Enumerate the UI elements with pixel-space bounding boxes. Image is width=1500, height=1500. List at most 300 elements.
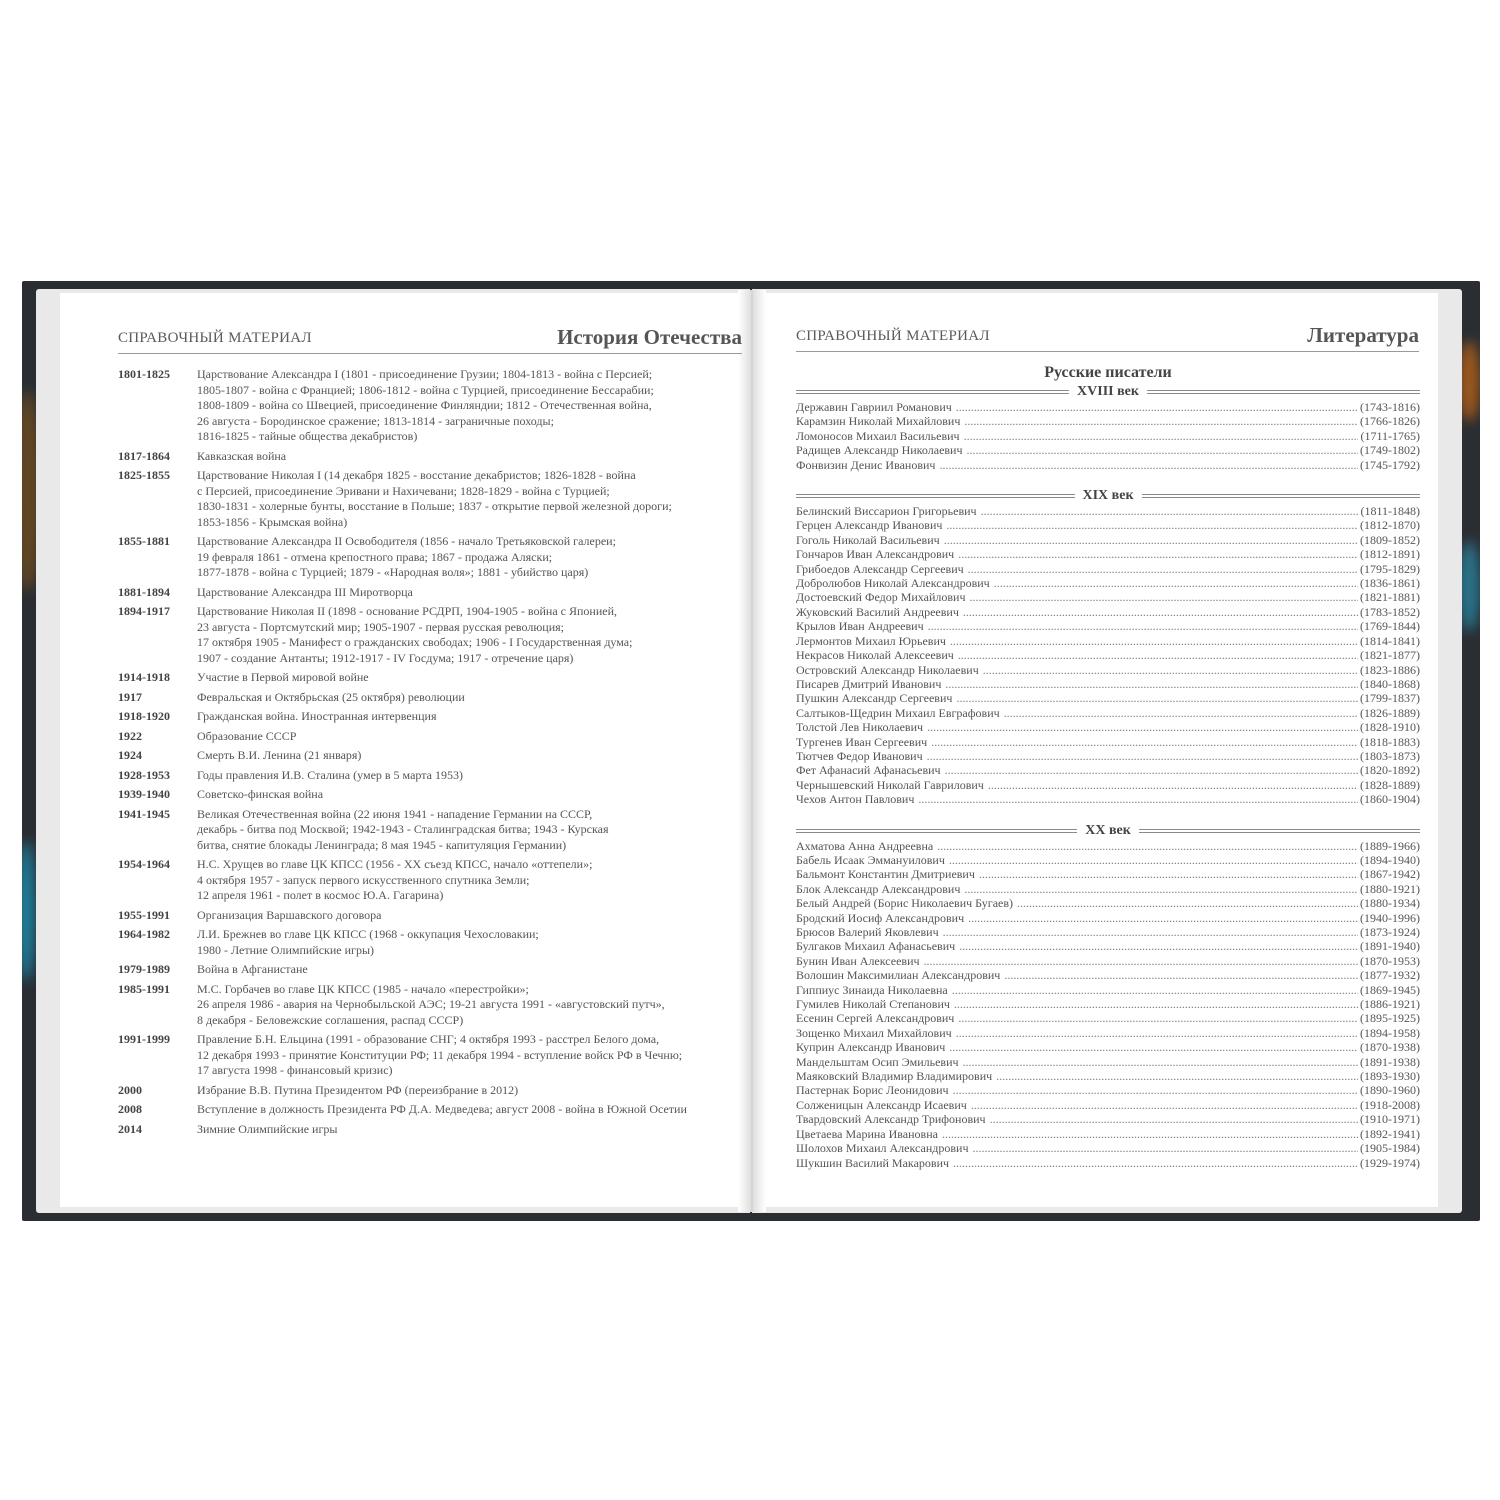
writer-list [796, 504, 1420, 807]
writer-entry [796, 839, 1420, 853]
writer-years: (1870-1953) [1360, 953, 1420, 968]
century-rule [796, 829, 1077, 833]
chronology-year: 1985-1991 [118, 981, 170, 996]
writer-entry [796, 939, 1420, 953]
writer-name: Маяковский Владимир Владимирович [796, 1069, 993, 1084]
chronology-event-line: Царствование Николая II (1898 - основание РСДРП, 1904-1905 - война с Японией, [197, 604, 618, 618]
chronology-event-line: 1907 - создание Антанты; 1912-1917 - IV Госдума; 1917 - отречение царя) [197, 650, 574, 665]
dot-leader [956, 400, 1358, 414]
chronology-row [118, 729, 742, 745]
writer-entry [796, 1112, 1420, 1126]
writer-years: (1836-1861) [1360, 576, 1420, 591]
cover-glow [22, 841, 35, 981]
writer-years: (1711-1765) [1360, 428, 1420, 443]
writer-name: Пастернак Борис Леонидович [796, 1083, 949, 1098]
century-rule [796, 390, 1069, 394]
writer-entry [796, 997, 1420, 1011]
section-title: Русские писатели [1044, 364, 1172, 381]
writer-entry [796, 720, 1420, 734]
chronology-event-line: битва, снятие блокады Ленинграда; 8 мая 1945 - капитуляция Германии) [197, 837, 567, 852]
writer-years: (1880-1921) [1360, 881, 1420, 896]
chronology-year: 1855-1881 [118, 534, 170, 548]
chronology-row [118, 962, 742, 978]
chronology-year: 1939-1940 [118, 787, 170, 801]
writer-name: Жуковский Василий Андреевич [796, 604, 959, 619]
writer-years: (1820-1892) [1360, 763, 1420, 778]
chronology-year: 1954-1964 [118, 857, 170, 871]
century-heading [796, 384, 1420, 400]
writer-years: (1890-1960) [1360, 1083, 1420, 1098]
writer-years: (1743-1816) [1360, 400, 1420, 414]
writer-entry [796, 691, 1420, 705]
writer-entry [796, 443, 1420, 457]
writer-entry [796, 983, 1420, 997]
chronology-row [118, 787, 742, 803]
writer-entry [796, 458, 1420, 472]
chronology-event [197, 709, 742, 725]
dot-leader [953, 1156, 1358, 1170]
writer-years: (1891-1938) [1360, 1054, 1420, 1069]
writer-years: (1745-1792) [1360, 457, 1420, 472]
chronology-event [197, 468, 742, 530]
chronology-year: 1825-1855 [118, 468, 170, 482]
chronology-row [118, 927, 742, 958]
chronology-event-line: Советско-финская война [197, 787, 324, 801]
writer-name: Островский Александр Николаевич [796, 662, 979, 677]
writer-years: (1877-1932) [1360, 968, 1420, 983]
writer-name: Цветаева Марина Ивановна [796, 1126, 938, 1141]
chronology-year: 1964-1982 [118, 927, 170, 941]
writer-entry [796, 925, 1420, 939]
writer-name: Белый Андрей (Борис Николаевич Бугаев) [796, 896, 1014, 911]
writer-name: Блок Александр Александрович [796, 881, 961, 896]
writer-entry [796, 954, 1420, 968]
writer-name: Белинский Виссарион Григорьевич [796, 504, 977, 519]
writer-years: (1894-1958) [1360, 1025, 1420, 1040]
left-header-label: СПРАВОЧНЫЙ МАТЕРИАЛ [118, 330, 312, 346]
writer-years: (1812-1870) [1360, 518, 1420, 533]
writer-entry [796, 882, 1420, 896]
writer-entry [796, 1141, 1420, 1155]
century-rule [1147, 390, 1420, 394]
chronology-event-line: Кавказская война [197, 448, 287, 463]
writer-entry [796, 1069, 1420, 1083]
chronology-year: 1924 [118, 748, 142, 762]
writer-entry [796, 763, 1420, 777]
writer-entry [796, 663, 1420, 677]
writer-years: (1823-1886) [1360, 662, 1420, 677]
writer-entry [796, 778, 1420, 792]
chronology-row [118, 690, 742, 706]
writer-years: (1766-1826) [1360, 414, 1420, 429]
dot-leader [945, 677, 1358, 691]
dot-leader [946, 518, 1358, 532]
chronology-event [197, 729, 742, 745]
chronology-event-line: Царствование Александра I (1801 - присоединение Грузии; 1804-1813 - война с Персией; [197, 367, 653, 381]
writer-name: Гончаров Иван Александрович [796, 547, 955, 562]
chronology-event-line: Великая Отечественная война (22 июня 1941 - нападение Германии на СССР, [197, 806, 593, 821]
writer-entry [796, 576, 1420, 590]
chronology-event-line: 19 февраля 1861 - отмена крепостного права; 1867 - продажа Аляски; [197, 549, 553, 564]
writer-years: (1803-1873) [1360, 748, 1420, 763]
dot-leader [972, 1141, 1358, 1155]
chronology-event-line: 23 августа - Портсмутский мир; 1905-1907 - первая русская революция; [197, 619, 564, 634]
chronology-event-line: Образование СССР [197, 728, 297, 743]
chronology-row [118, 604, 742, 666]
writer-entry [796, 590, 1420, 604]
writer-years: (1893-1930) [1360, 1069, 1420, 1084]
chronology-year: 1801-1825 [118, 367, 170, 381]
writer-name: Булгаков Михаил Афанасьевич [796, 939, 956, 954]
chronology-event-line: Смерть В.И. Ленина (21 января) [197, 748, 362, 762]
chronology-year: 2008 [118, 1102, 142, 1116]
chronology-row [118, 982, 742, 1029]
dot-leader [968, 562, 1358, 576]
century-name: XVIII век [1077, 384, 1139, 399]
writer-entry [796, 400, 1420, 414]
chronology-row [118, 585, 742, 601]
writer-name: Лермонтов Михаил Юрьевич [796, 633, 946, 648]
writers-list [796, 364, 1420, 1170]
writer-years: (1867-1942) [1360, 867, 1420, 882]
chronology-row [118, 534, 742, 581]
chronology-row [118, 768, 742, 784]
dot-leader [924, 954, 1358, 968]
century-gap [796, 807, 1420, 821]
chronology-row [118, 670, 742, 686]
dot-leader [958, 1011, 1358, 1025]
writer-years: (1812-1891) [1360, 547, 1420, 562]
writer-name: Ломоносов Михаил Васильевич [796, 428, 960, 443]
writer-years: (1889-1966) [1360, 838, 1420, 853]
writer-years: (1811-1848) [1360, 504, 1420, 519]
century-heading [796, 488, 1420, 504]
writer-name: Герцен Александр Иванович [796, 518, 943, 533]
chronology-event [197, 534, 742, 581]
chronology-event [197, 367, 742, 445]
chronology-event-line: Царствование Александра III Миротворца [197, 584, 413, 599]
century-rule [1142, 494, 1421, 498]
century-name: XX век [1085, 822, 1131, 838]
chronology-row [118, 709, 742, 725]
writer-years: (1873-1924) [1360, 925, 1420, 939]
chronology-event [197, 604, 742, 666]
chronology-event-line: Годы правления И.В. Сталина (умер в 5 марта 1953) [197, 767, 463, 782]
writer-years: (1826-1889) [1360, 705, 1420, 720]
writer-entry [796, 562, 1420, 576]
dot-leader [964, 429, 1359, 443]
century-rule [796, 494, 1075, 498]
chronology-event-line: Правление Б.Н. Ельцина (1991 - образование СНГ; 4 октября 1993 - расстрел Белого дома, [197, 1032, 660, 1046]
dot-leader [931, 735, 1358, 749]
writer-years: (1910-1971) [1360, 1112, 1420, 1127]
dot-leader [954, 997, 1358, 1011]
chronology-event [197, 1083, 742, 1099]
dot-leader [981, 504, 1359, 518]
chronology-event-line: 1877-1878 - война с Турцией; 1879 - «Народная воля»; 1881 - убийство царя) [197, 565, 589, 579]
writer-entry [796, 1055, 1420, 1069]
dot-leader [945, 763, 1358, 777]
writer-years: (1818-1883) [1360, 734, 1420, 749]
book-gutter [738, 290, 766, 1212]
chronology-year: 1914-1918 [118, 670, 170, 684]
chronology-year: 1928-1953 [118, 767, 170, 782]
writer-years: (1795-1829) [1360, 561, 1420, 576]
chronology-row [118, 1083, 742, 1099]
chronology-year: 2000 [118, 1082, 142, 1097]
chronology-year: 2014 [118, 1121, 142, 1136]
chronology-event-line: 1816-1825 - тайные общества декабристов) [197, 429, 418, 443]
chronology-event-line: 1853-1856 - Крымская война) [197, 514, 348, 529]
writer-entry [796, 605, 1420, 619]
chronology-event [197, 962, 742, 978]
chronology-event [197, 585, 742, 601]
writer-name: Гумилев Николай Степанович [796, 997, 950, 1012]
writer-name: Шукшин Василий Макарович [796, 1155, 950, 1170]
writer-years: (1821-1877) [1360, 648, 1420, 663]
chronology-event-line: 17 августа 1998 - финансовый кризис) [197, 1063, 393, 1077]
dot-leader [994, 576, 1358, 590]
chronology-event [197, 787, 742, 803]
chronology-event-line: декабрь - битва под Москвой; 1942-1943 - Сталинградская битва; 1943 - Курская [197, 822, 609, 836]
chronology-row [118, 807, 742, 854]
writer-name: Салтыков-Щедрин Михаил Евграфович [796, 705, 1000, 720]
writer-years: (1769-1844) [1360, 619, 1420, 634]
writer-name: Ахматова Анна Андреевна [796, 838, 934, 853]
chronology-table [118, 367, 742, 1141]
chronology-row [118, 1102, 742, 1118]
writer-entry [796, 429, 1420, 443]
chronology-event [197, 690, 742, 706]
chronology-year: 1881-1894 [118, 584, 170, 599]
writer-entry [796, 968, 1420, 982]
chronology-year: 1941-1945 [118, 806, 170, 821]
chronology-event [197, 1122, 742, 1138]
writer-years: (1892-1941) [1360, 1126, 1420, 1141]
writer-years: (1869-1945) [1360, 982, 1420, 997]
writer-entry [796, 1026, 1420, 1040]
writer-name: Бальмонт Константин Дмитриевич [796, 867, 975, 882]
dot-leader [1017, 896, 1358, 910]
chronology-year: 1917 [118, 689, 142, 704]
chronology-event-line: Война в Афганистане [197, 962, 308, 976]
dot-leader [939, 458, 1358, 472]
dot-leader [990, 1112, 1358, 1126]
writer-name: Твардовский Александр Трифонович [796, 1112, 986, 1127]
chronology-event [197, 449, 742, 465]
dot-leader [949, 1040, 1358, 1054]
writer-name: Державин Гавриил Романович [796, 400, 952, 414]
chronology-row [118, 449, 742, 465]
century-name: XIX век [1082, 488, 1134, 504]
chronology-event-line: Зимние Олимпийские игры [197, 1121, 338, 1136]
dot-leader [928, 619, 1358, 633]
writer-entry [796, 414, 1420, 428]
chronology-event-line: Организация Варшавского договора [197, 907, 382, 922]
chronology-row [118, 468, 742, 530]
writer-name: Писарев Дмитрий Иванович [796, 676, 942, 691]
dot-leader [964, 414, 1358, 428]
chronology-year: 1894-1917 [118, 604, 170, 618]
century-gap [796, 472, 1420, 486]
writer-entry [796, 1156, 1420, 1170]
chronology-event-line: Февральская и Октябрьская (25 октября) революции [197, 689, 465, 704]
writer-name: Бунин Иван Алексеевич [796, 953, 920, 968]
writer-name: Гиппиус Зинаида Николаевна [796, 982, 948, 997]
writer-years: (1894-1940) [1360, 852, 1420, 867]
chronology-event [197, 982, 742, 1029]
writer-name: Грибоедов Александр Сергеевич [796, 561, 964, 576]
dot-leader [950, 634, 1358, 648]
writer-name: Крылов Иван Андреевич [796, 619, 924, 634]
writer-name: Фонвизин Денис Иванович [796, 457, 936, 472]
chronology-event-line: М.С. Горбачев во главе ЦК КПСС (1985 - начало «перестройки»; [197, 981, 529, 996]
writer-years: (1870-1938) [1360, 1040, 1420, 1055]
dot-leader [970, 590, 1358, 604]
dot-leader [918, 792, 1358, 806]
writer-years: (1918-2008) [1360, 1097, 1420, 1112]
writer-entry [796, 867, 1420, 881]
chronology-event-line: Вступление в должность Президента РФ Д.А. Медведева; август 2008 - война в Южной Осетии [197, 1102, 687, 1116]
dot-leader [944, 533, 1358, 547]
dot-leader [953, 1083, 1358, 1097]
dot-leader [958, 547, 1358, 561]
right-header-title: Литература [1307, 323, 1419, 347]
dot-leader [937, 839, 1358, 853]
chronology-year: 1955-1991 [118, 907, 170, 922]
chronology-event-line: 12 декабря 1993 - принятие Конституции РФ; 11 декабря 1994 - вступление войск РФ в Чечню; [197, 1047, 683, 1062]
dot-leader [967, 443, 1358, 457]
chronology-event-line: Л.И. Брежнев во главе ЦК КПСС (1968 - оккупация Чехословакии; [197, 927, 539, 941]
chronology-row [118, 367, 742, 445]
chronology-row [118, 1122, 742, 1138]
dot-leader [956, 691, 1358, 705]
dot-leader [943, 925, 1358, 939]
writer-entry [796, 1083, 1420, 1097]
dot-leader [988, 778, 1358, 792]
writer-name: Шолохов Михаил Александрович [796, 1141, 969, 1156]
right-header-rule [796, 351, 1419, 352]
writer-entry [796, 1127, 1420, 1141]
writer-name: Радищев Александр Николаевич [796, 443, 963, 458]
writer-name: Тургенев Иван Сергеевич [796, 734, 928, 749]
dot-leader [996, 1069, 1358, 1083]
dot-leader [1004, 968, 1358, 982]
writer-entry [796, 853, 1420, 867]
writer-years: (1814-1841) [1360, 633, 1420, 648]
dot-leader [963, 1055, 1358, 1069]
writer-years: (1828-1910) [1360, 720, 1420, 735]
dot-leader [971, 1098, 1358, 1112]
chronology-event-line: Царствование Николая I (14 декабря 1825 - восстание декабристов; 1826-1828 - война [197, 468, 636, 482]
chronology-event-line: 26 августа - Бородинское сражение; 1813-1814 - заграничные походы; [197, 413, 554, 428]
chronology-event [197, 857, 742, 904]
writer-years: (1783-1852) [1360, 604, 1420, 619]
writer-years: (1860-1904) [1360, 792, 1420, 807]
writer-years: (1895-1925) [1360, 1011, 1420, 1026]
writer-entry [796, 533, 1420, 547]
chronology-year: 1918-1920 [118, 709, 170, 723]
chronology-event-line: Избрание В.В. Путина Президентом РФ (переизбрание в 2012) [197, 1082, 519, 1097]
writer-name: Некрасов Николай Алексеевич [796, 648, 954, 663]
chronology-event-line: Гражданская война. Иностранная интервенция [197, 709, 437, 723]
chronology-event-line: Царствование Александра II Освободителя (1856 - начало Третьяковской галереи; [197, 534, 616, 548]
writer-name: Добролюбов Николай Александрович [796, 576, 990, 591]
writer-name: Бабель Исаак Эммануилович [796, 852, 945, 867]
writer-years: (1809-1852) [1360, 532, 1420, 547]
writer-name: Бродский Иосиф Александрович [796, 910, 965, 925]
chronology-event-line: 8 декабря - Беловежские соглашения, распад СССР) [197, 1012, 464, 1027]
writer-entry [796, 619, 1420, 633]
dot-leader [979, 867, 1358, 881]
chronology-row [118, 857, 742, 904]
chronology-event [197, 908, 742, 924]
writer-name: Есенин Сергей Александрович [796, 1011, 955, 1026]
chronology-year: 1817-1864 [118, 448, 170, 463]
chronology-year: 1979-1989 [118, 962, 170, 976]
chronology-event-line: 12 апреля 1961 - полет в космос Ю.А. Гагарина) [197, 888, 444, 902]
writer-entry [796, 504, 1420, 518]
chronology-year: 1991-1999 [118, 1032, 170, 1046]
writer-years: (1886-1921) [1360, 997, 1420, 1012]
writer-entry [796, 648, 1420, 662]
writer-entry [796, 518, 1420, 532]
chronology-event-line: 17 октября 1905 - Манифест о гражданских свободах; 1906 - I Государственная дума; [197, 635, 633, 649]
dot-leader [942, 1127, 1358, 1141]
dot-leader [927, 720, 1358, 734]
chronology-event-line: 4 октября 1957 - запуск первого искусственного спутника Земли; [197, 872, 530, 887]
century-heading [796, 823, 1420, 839]
dot-leader [1004, 706, 1358, 720]
writer-entry [796, 634, 1420, 648]
dot-leader [949, 853, 1358, 867]
chronology-event-line: с Персией, присоединение Эривани и Нахичевани; 1828-1829 - война с Турцией; [197, 483, 610, 498]
writer-name: Куприн Александр Иванович [796, 1040, 946, 1055]
chronology-event [197, 670, 742, 686]
writer-name: Чехов Антон Павлович [796, 792, 915, 807]
writer-entry [796, 792, 1420, 806]
chronology-event-line: 1808-1809 - война со Швецией, присоединение Финляндии; 1812 - Отечественная война, [197, 398, 652, 412]
chronology-event-line: 26 апреля 1986 - авария на Чернобыльской АЭС; 19-21 августа 1991 - «августовский путч», [197, 997, 665, 1011]
writer-entry [796, 896, 1420, 910]
writer-years: (1891-1940) [1360, 939, 1420, 954]
chronology-event-line: 1980 - Летние Олимпийские игры) [197, 942, 375, 957]
writer-name: Зощенко Михаил Михайлович [796, 1025, 952, 1040]
writer-entry [796, 735, 1420, 749]
chronology-event-line: Н.С. Хрущев во главе ЦК КПСС (1956 - XX съезд КПСС, начало «оттепели»; [197, 857, 593, 871]
writer-entry [796, 911, 1420, 925]
right-header-label: СПРАВОЧНЫЙ МАТЕРИАЛ [796, 328, 990, 344]
dot-leader [956, 1026, 1358, 1040]
writer-name: Мандельштам Осип Эмильевич [796, 1054, 959, 1069]
left-header-rule [118, 353, 742, 354]
dot-leader [958, 648, 1358, 662]
writer-name: Солженицын Александр Исаевич [796, 1097, 967, 1112]
chronology-event-line: 1830-1831 - холерные бунты, восстание в Польше; 1837 - открытие первой железной дороги; [197, 499, 672, 513]
writer-name: Брюсов Валерий Яковлевич [796, 925, 939, 939]
dot-leader [964, 882, 1358, 896]
dot-leader [952, 983, 1358, 997]
chronology-event-line: 1805-1807 - война с Францией; 1806-1812 - война с Турцией, присоединение Бессарабии; [197, 382, 654, 397]
writer-name: Толстой Лев Николаевич [796, 720, 924, 735]
writer-entry [796, 1040, 1420, 1054]
dot-leader [959, 939, 1358, 953]
writer-name: Карамзин Николай Михайлович [796, 414, 961, 429]
writer-entry [796, 749, 1420, 763]
chronology-event [197, 807, 742, 854]
chronology-event [197, 927, 742, 958]
writer-name: Гоголь Николай Васильевич [796, 532, 940, 547]
